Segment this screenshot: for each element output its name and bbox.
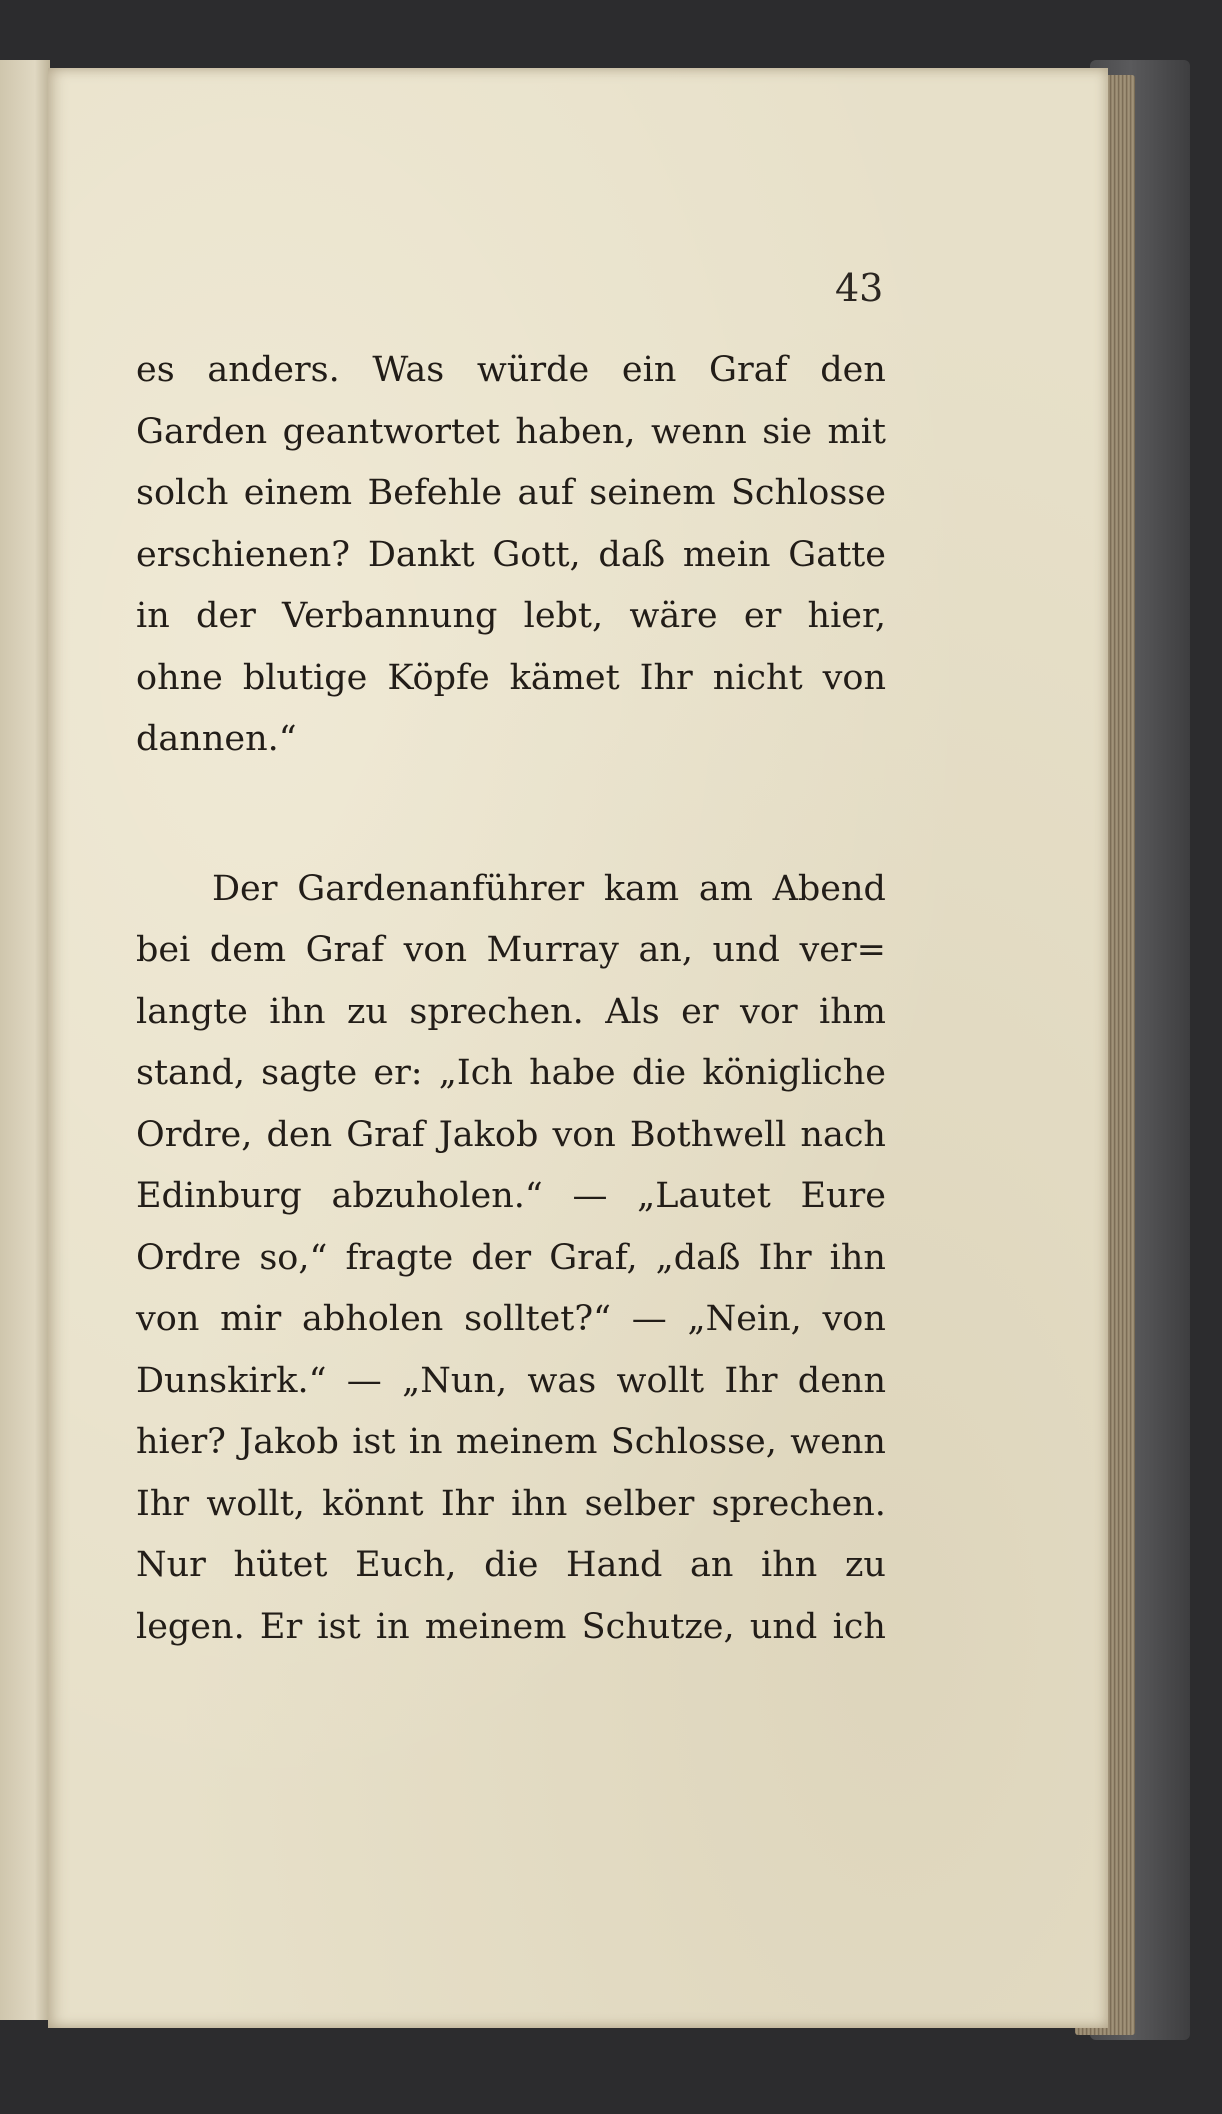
text-line: Ordre so,“ fragte der Graf, „daß Ihr ihn — [136, 1237, 886, 1278]
text-line: ohne blutige Köpfe kämet Ihr nicht von — [136, 657, 886, 698]
left-page-edge — [0, 60, 50, 2020]
text-line: erschienen? Dankt Gott, daß mein Gatte — [136, 534, 886, 575]
text-line: von mir abholen solltet?“ — „Nein, von — [136, 1299, 886, 1339]
text-line: es anders. Was würde ein Graf den — [136, 350, 886, 390]
text-line: Nur hütet Euch, die Hand an ihn zu — [136, 1545, 886, 1585]
text-line: Garden geantwortet haben, wenn sie mit — [136, 411, 886, 452]
text-line: legen. Er ist in meinem Schutze, und ich — [136, 1606, 886, 1647]
text-line: Der Gardenanführer kam am Abend — [212, 868, 886, 909]
text-line: langte ihn zu sprechen. Als er vor ihm — [136, 991, 886, 1032]
text-line: bei dem Graf von Murray an, und ver= — [136, 930, 886, 970]
paragraph-gap — [136, 771, 886, 859]
text-line: Ordre, den Graf Jakob von Bothwell nach — [136, 1114, 886, 1155]
text-line: Dunskirk.“ — „Nun, was wollt Ihr denn — [136, 1360, 886, 1401]
page-number: 43 — [835, 266, 884, 310]
text-line: hier? Jakob ist in meinem Schlosse, wenn — [136, 1422, 886, 1462]
text-line: solch einem Befehle auf seinem Schlosse — [136, 473, 886, 513]
text-line: in der Verbannung lebt, wäre er hier, — [136, 596, 886, 636]
text-line: dannen.“ — [136, 719, 297, 759]
text-line: Ihr wollt, könnt Ihr ihn selber sprechen. — [136, 1483, 886, 1524]
text-line: stand, sagte er: „Ich habe die königliche — [136, 1053, 886, 1093]
text-line: Edinburg abzuholen.“ — „Lautet Eure — [136, 1176, 886, 1216]
body-text — [136, 340, 886, 1658]
